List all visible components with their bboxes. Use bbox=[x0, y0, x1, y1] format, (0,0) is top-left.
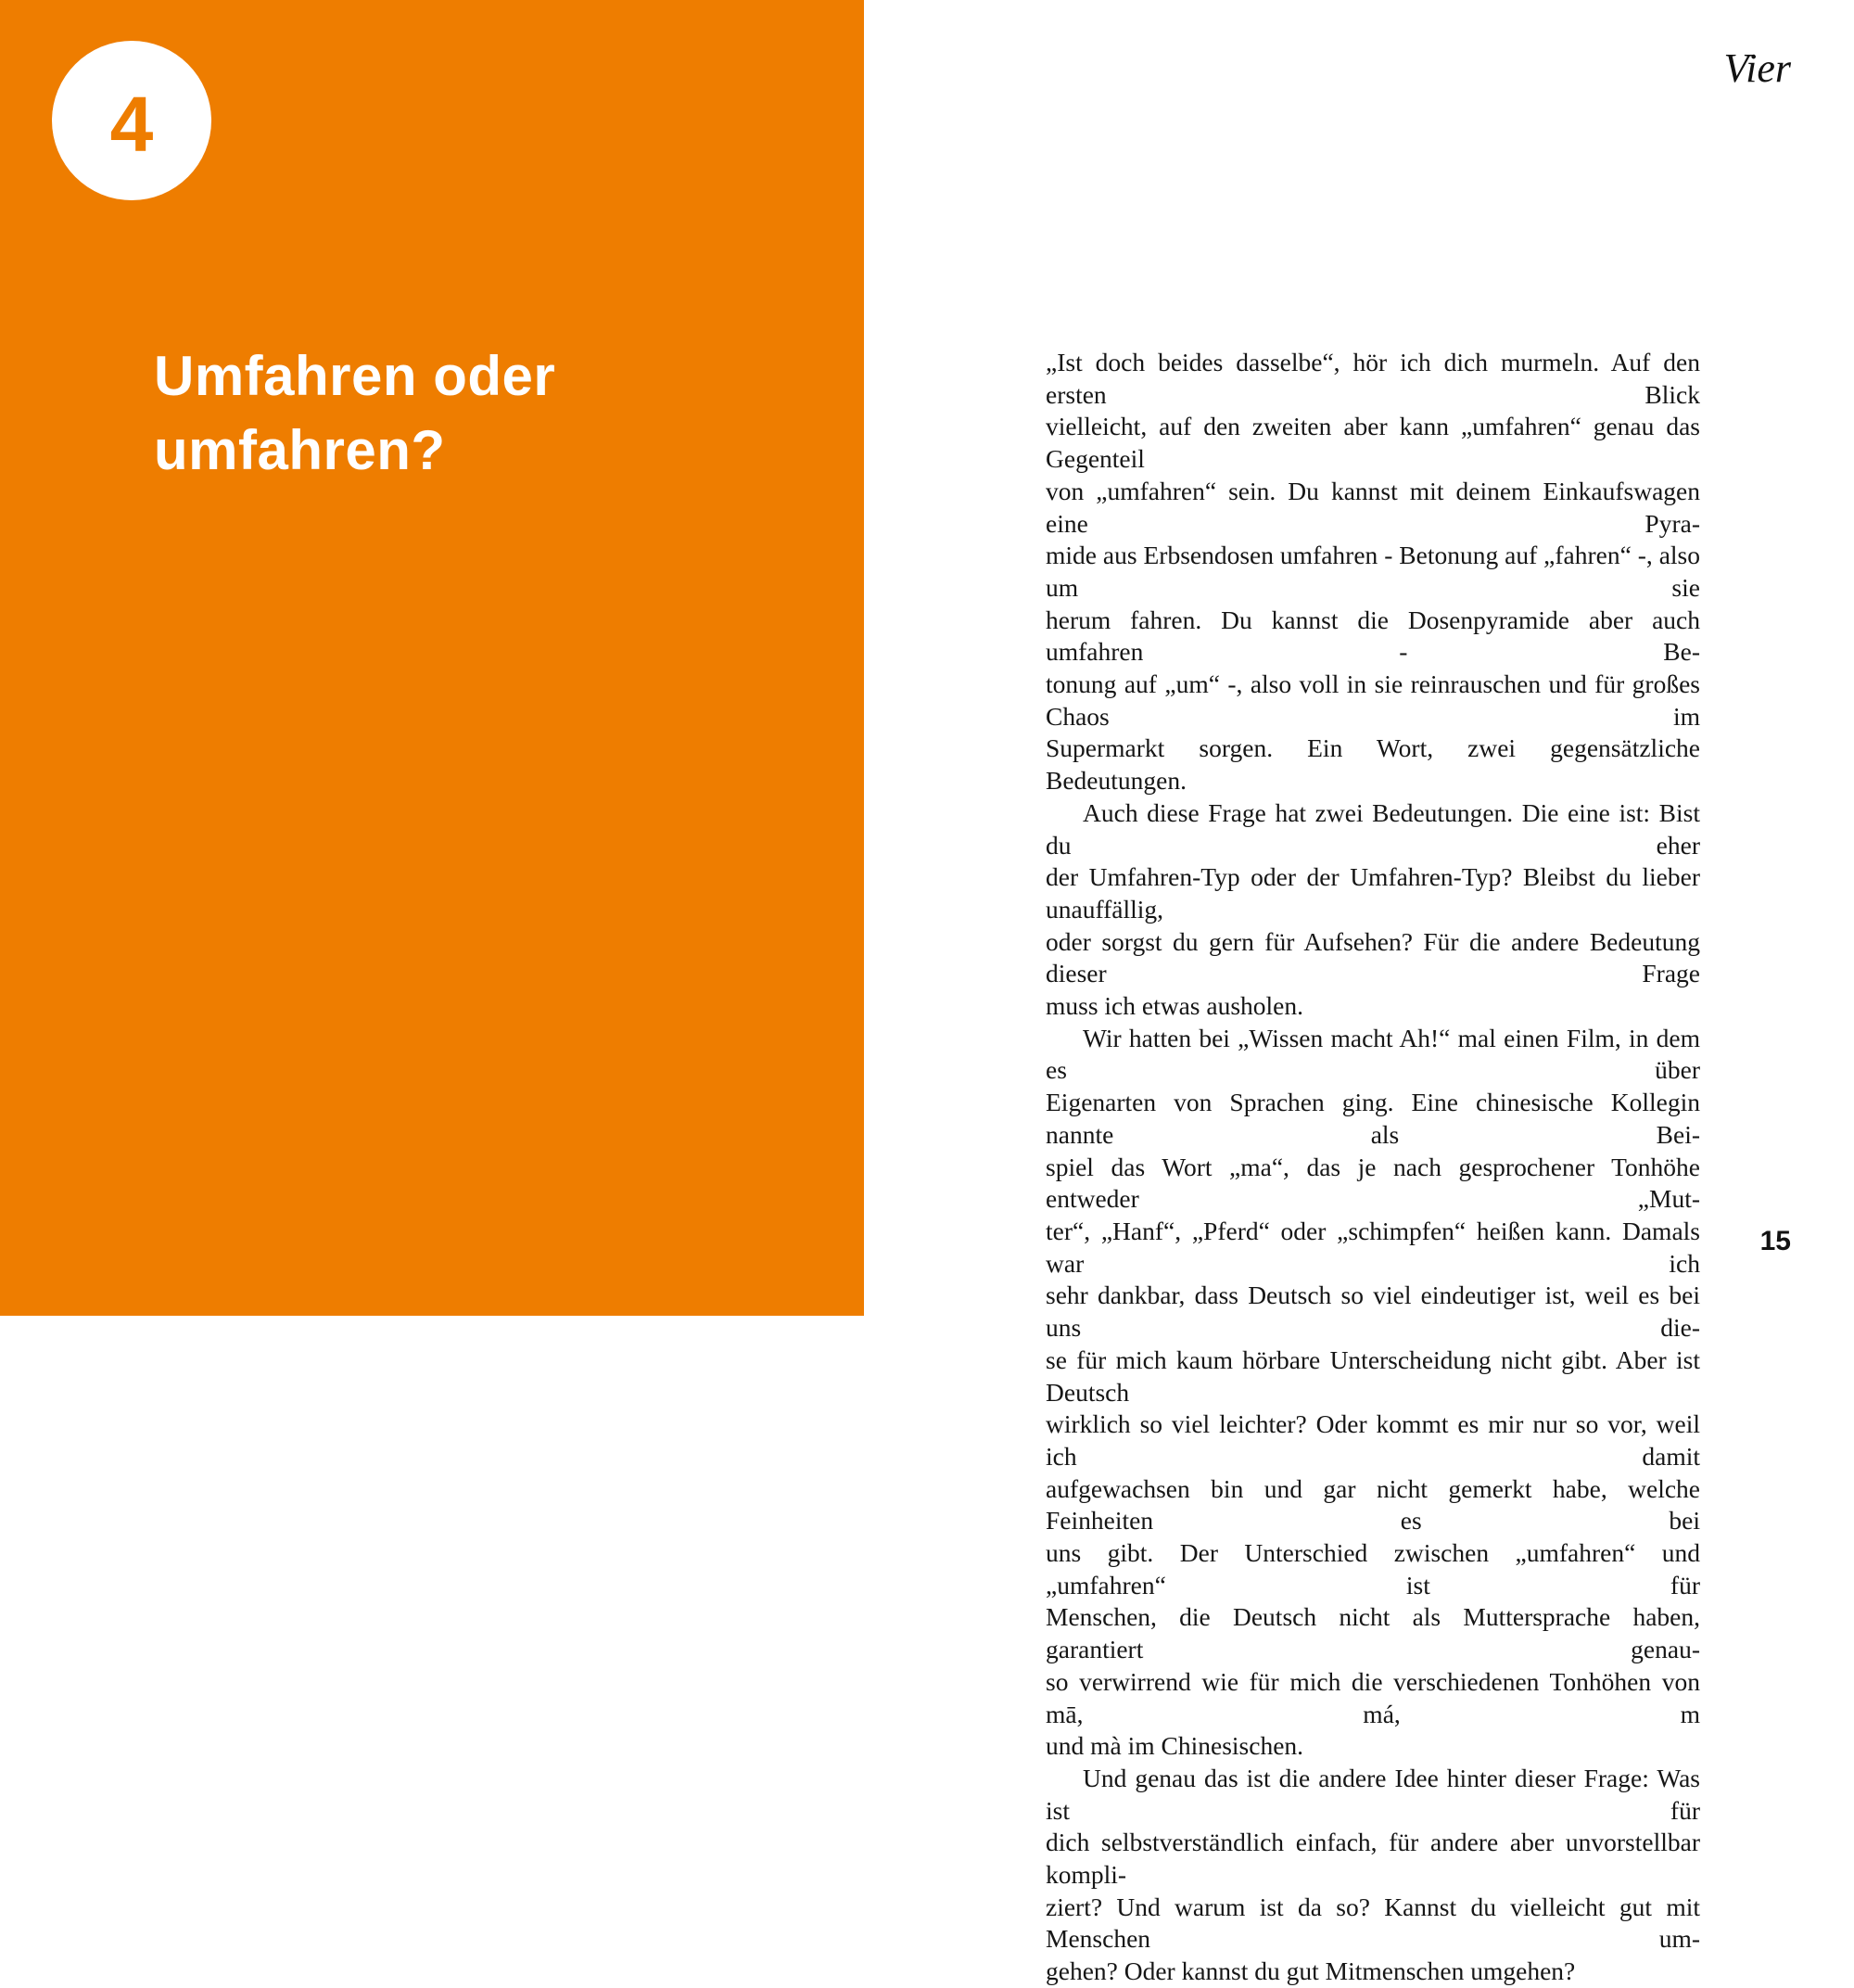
text-line: tonung auf „um“ -, also voll in sie reinrauschen und für großes Chaos im bbox=[1046, 669, 1700, 731]
paragraph bbox=[1046, 1023, 1700, 1763]
text-line: Auch diese Frage hat zwei Bedeutungen. Die eine ist: Bist du eher bbox=[1046, 797, 1700, 860]
text-line: uns gibt. Der Unterschied zwischen „umfahren“ und „umfahren“ ist für bbox=[1046, 1538, 1700, 1599]
text-line: se für mich kaum hörbare Unterscheidung nicht gibt. Aber ist Deutsch bbox=[1046, 1344, 1700, 1407]
text-line: gehen? Oder kannst du gut Mitmenschen umgehen? bbox=[1046, 1956, 1576, 1986]
text-line: ziert? Und warum ist da so? Kannst du vielleicht gut mit Menschen um- bbox=[1046, 1892, 1700, 1954]
text-line: Supermarkt sorgen. Ein Wort, zwei gegensätzliche Bedeutungen. bbox=[1046, 733, 1700, 796]
text-line: so verwirrend wie für mich die verschiedenen Tonhöhen von mā, má, m bbox=[1046, 1666, 1700, 1728]
text-line: Wir hatten bei „Wissen macht Ah!“ mal einen Film, in dem es über bbox=[1046, 1023, 1700, 1085]
text-line: vielleicht, auf den zweiten aber kann „umfahren“ genau das Gegenteil bbox=[1046, 412, 1700, 474]
text-line: mide aus Erbsendosen umfahren - Betonung auf „fahren“ -, also um sie bbox=[1046, 541, 1700, 602]
text-page bbox=[864, 0, 1854, 1986]
text-line: ter“, „Hanf“, „Pferd“ oder „schimpfen“ heißen kann. Damals war ich bbox=[1046, 1216, 1700, 1278]
text-line: der Umfahren-Typ oder der Umfahren-Typ? Bleibst du lieber unauffällig, bbox=[1046, 862, 1700, 924]
text-line: sehr dankbar, dass Deutsch so viel eindeutiger ist, weil es bei uns die- bbox=[1046, 1281, 1700, 1343]
text-line: spiel das Wort „ma“, das je nach gesprochener Tonhöhe entweder „Mut- bbox=[1046, 1152, 1700, 1214]
chapter-divider-panel bbox=[0, 0, 864, 1316]
chapter-title bbox=[154, 339, 555, 488]
chapter-number: 4 bbox=[109, 80, 154, 168]
chapter-number-badge bbox=[52, 41, 211, 200]
chapter-title-line-1: Umfahren oder bbox=[154, 345, 556, 407]
text-line: Und genau das ist die andere Idee hinter dieser Frage: Was ist für bbox=[1046, 1763, 1700, 1825]
text-line: dich selbstverständlich einfach, für andere aber unvorstellbar kompli- bbox=[1046, 1828, 1700, 1890]
text-line: „Ist doch beides dasselbe“, hör ich dich murmeln. Auf den ersten Blick bbox=[1046, 348, 1700, 409]
page-number: 15 bbox=[1759, 1226, 1791, 1256]
text-line: und mà im Chinesischen. bbox=[1046, 1731, 1304, 1761]
paragraph bbox=[1046, 347, 1700, 797]
text-line: aufgewachsen bin und gar nicht gemerkt habe, welche Feinheiten es bei bbox=[1046, 1473, 1700, 1536]
text-line: herum fahren. Du kannst die Dosenpyramide aber auch umfahren - Be- bbox=[1046, 605, 1700, 667]
text-line: wirklich so viel leichter? Oder kommt es mir nur so vor, weil ich damit bbox=[1046, 1409, 1700, 1471]
text-line: muss ich etwas ausholen. bbox=[1046, 991, 1304, 1021]
body-text bbox=[1046, 347, 1700, 1988]
text-line: von „umfahren“ sein. Du kannst mit deinem Einkaufswagen eine Pyra- bbox=[1046, 476, 1700, 538]
chapter-title-line-2: umfahren? bbox=[154, 419, 446, 481]
text-line: Eigenarten von Sprachen ging. Eine chinesische Kollegin nannte als Bei- bbox=[1046, 1088, 1700, 1149]
paragraph bbox=[1046, 1763, 1700, 1988]
text-line: Menschen, die Deutsch nicht als Muttersprache haben, garantiert genau- bbox=[1046, 1602, 1700, 1664]
paragraph bbox=[1046, 797, 1700, 1023]
running-header: Vier bbox=[1723, 45, 1791, 91]
text-line: oder sorgst du gern für Aufsehen? Für die andere Bedeutung dieser Frage bbox=[1046, 926, 1700, 988]
